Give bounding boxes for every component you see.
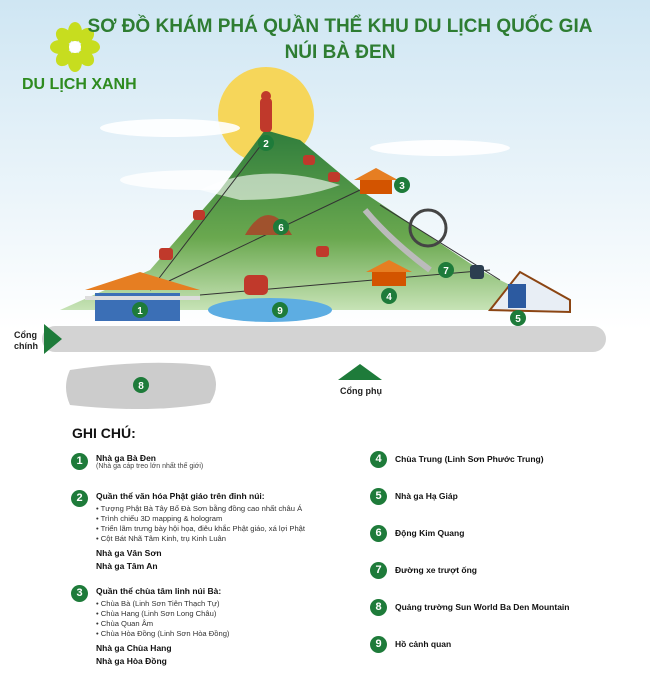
svg-text:6: 6 [278, 223, 284, 234]
legend-number: 1 [71, 453, 88, 470]
bullet-item: • Cột Bát Nhã Tâm Kinh, trụ Kinh Luân [96, 534, 227, 543]
marker-1[interactable] [132, 302, 148, 318]
svg-text:9: 9 [277, 306, 283, 317]
side-gate-label: Cổng phụ [340, 386, 382, 396]
legend-number: 3 [71, 585, 88, 602]
legend-number: 5 [370, 488, 387, 505]
cloud [100, 119, 240, 137]
station-label: Nhà ga Tâm An [96, 561, 158, 571]
marker-5[interactable] [510, 310, 526, 326]
legend-bullets [96, 504, 305, 544]
cable-car-icon [159, 248, 173, 260]
legend-title: Quảng trường Sun World Ba Den Mountain [395, 602, 570, 612]
svg-text:1: 1 [137, 306, 143, 317]
legend-number: 7 [370, 562, 387, 579]
station-label: Nhà ga Chùa Hang [96, 643, 172, 653]
legend-title: Đường xe trượt ống [395, 565, 478, 575]
marker-8[interactable] [133, 377, 149, 393]
brand-name: DU LỊCH XANH [22, 76, 137, 93]
svg-text:5: 5 [515, 314, 521, 325]
legend-title: Hồ cảnh quan [395, 639, 452, 649]
marker-3[interactable] [394, 177, 410, 193]
legend-number: 8 [370, 599, 387, 616]
bullet-item: • Chùa Quan Âm [96, 619, 154, 628]
svg-text:2: 2 [263, 139, 269, 150]
marker-4[interactable] [381, 288, 397, 304]
legend-bullets [96, 599, 229, 639]
bullet-item: • Chùa Bà (Linh Sơn Tiên Thạch Tự) [96, 599, 220, 608]
legend-number: 4 [370, 451, 387, 468]
cable-car-icon [316, 246, 329, 257]
main-gate-label: Cổng chính [14, 330, 38, 351]
bullet-item: • Tượng Phật Bà Tây Bổ Đà Sơn bằng đồng cao nhất châu Á [96, 504, 303, 513]
legend-number: 9 [370, 636, 387, 653]
cable-car-icon [470, 265, 484, 279]
svg-text:7: 7 [443, 266, 449, 277]
legend-title: Động Kim Quang [395, 528, 465, 538]
main-road [42, 326, 606, 352]
legend-number: 6 [370, 525, 387, 542]
cable-car-icon [244, 275, 268, 295]
side-gate-arrow-icon[interactable] [338, 364, 382, 380]
marker-9[interactable] [272, 302, 288, 318]
buddha-head-icon [261, 91, 271, 101]
bullet-item: • Chùa Hang (Linh Sơn Long Châu) [96, 609, 217, 618]
bullet-item: • Chùa Hòa Đồng (Linh Sơn Hòa Đồng) [96, 629, 230, 638]
legend-title: Nhà ga Bà Đen [96, 453, 156, 463]
bullet-item: • Trình chiếu 3D mapping & hologram [96, 514, 223, 523]
legend-subtitle: (Nhà ga cáp treo lớn nhất thế giới) [96, 463, 204, 470]
cable-car-icon [193, 210, 205, 220]
svg-text:4: 4 [386, 292, 392, 303]
title-line-2: NÚI BÀ ĐEN [284, 42, 396, 63]
bullet-item: • Triển lãm trưng bày hội họa, điêu khắc Phật giáo, xá lợi Phật [96, 524, 306, 533]
station-label: Nhà ga Vân Sơn [96, 548, 162, 558]
legend-heading: GHI CHÚ: [72, 425, 136, 441]
marker-7[interactable] [438, 262, 454, 278]
station-label: Nhà ga Hòa Đồng [96, 656, 167, 666]
title-line-1: SƠ ĐỒ KHÁM PHÁ QUẦN THỂ KHU DU LỊCH QUỐC GIA [87, 16, 593, 37]
cable-car-icon [328, 172, 340, 182]
legend-title: Quần thể chùa tâm linh núi Bà: [96, 586, 222, 596]
legend-title: Quần thể văn hóa Phật giáo trên đỉnh núi: [96, 491, 265, 501]
svg-text:3: 3 [399, 181, 405, 192]
cable-car-icon [303, 155, 315, 165]
page-title [60, 14, 620, 66]
cloud [370, 140, 510, 156]
legend-title: Nhà ga Hạ Giáp [395, 491, 458, 501]
svg-text:8: 8 [138, 381, 144, 392]
legend-number: 2 [71, 490, 88, 507]
lake-shape [208, 298, 332, 322]
marker-6[interactable] [273, 219, 289, 235]
legend-title: Chùa Trung (Linh Sơn Phước Trung) [395, 454, 544, 464]
buddha-statue-icon [260, 98, 272, 132]
marker-2[interactable] [258, 135, 274, 151]
